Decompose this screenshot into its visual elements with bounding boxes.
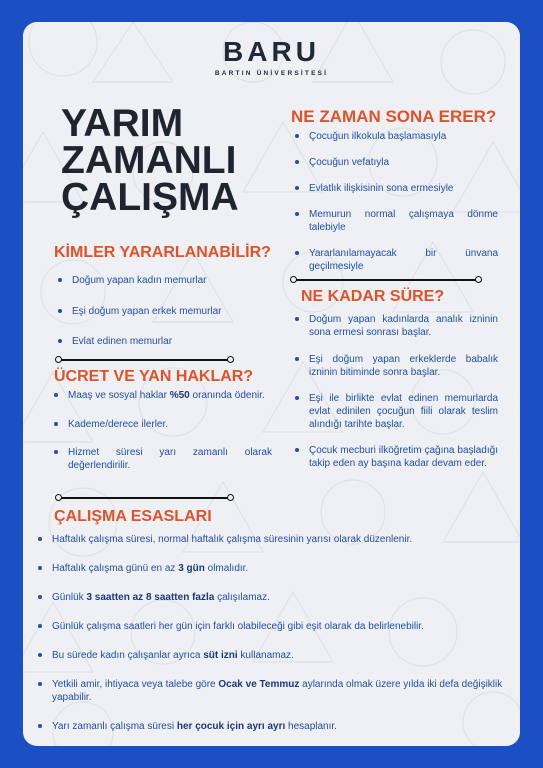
info-card	[23, 22, 520, 746]
list-item: Maaş ve sosyal haklar %50 oranında ödenir.	[52, 389, 272, 402]
logo-subtitle: BARTIN ÜNİVERSİTESİ	[214, 70, 329, 77]
list-item: Çocuk mecburi ilköğretim çağına başladığı takip eden ay başına kadar devam eder.	[293, 444, 498, 470]
section-title-ne-zaman: NE ZAMAN SONA ERER?	[291, 107, 497, 126]
list-item: Çocuğun vefatıyla	[293, 156, 498, 169]
page-title	[61, 102, 239, 219]
section-title-esaslar: ÇALIŞMA ESASLARI	[54, 508, 212, 525]
list-item: Eşi ile birlikte evlat edinen memurlarda evlat edinilen çocuğun fiili olarak teslim alındığı tarihte başlar.	[293, 392, 498, 431]
university-logo	[23, 38, 520, 77]
section-title-ucret: ÜCRET VE YAN HAKLAR?	[54, 368, 254, 385]
list-kimler	[56, 274, 256, 348]
list-item: Haftalık çalışma günü en az 3 gün olmalıdır.	[36, 562, 506, 575]
title-line-1: YARIM	[61, 102, 184, 145]
divider	[294, 279, 478, 281]
list-ne-zaman	[293, 130, 498, 273]
logo-wordmark: BARU	[223, 36, 320, 67]
list-item: Eşi doğum yapan erkeklerde babalık izninin bitiminde sonra başlar.	[293, 353, 498, 379]
list-item: Yetkili amir, ihtiyaca veya talebe göre Ocak ve Temmuz aylarında olmak üzere yılda iki defa değişiklik yapabilir.	[36, 678, 506, 704]
title-line-2: ZAMANLI	[61, 139, 237, 182]
list-item: Memurun normal çalışmaya dönme talebiyle	[293, 208, 498, 234]
list-item: Eşi doğum yapan erkek memurlar	[56, 305, 256, 318]
list-item: Haftalık çalışma süresi, normal haftalık çalışma süresinin yarısı olarak düzenlenir.	[36, 533, 506, 546]
list-item: Çocuğun ilkokula başlamasıyla	[293, 130, 498, 143]
list-ucret	[52, 389, 272, 472]
title-line-3: ÇALIŞMA	[61, 176, 239, 219]
section-title-ne-kadar: NE KADAR SÜRE?	[301, 288, 445, 305]
list-item: Kademe/derece ilerler.	[52, 418, 272, 431]
list-item: Yararlanılamayacak bir ünvana geçilmesiyle	[293, 247, 498, 273]
list-item: Günlük çalışma saatleri her gün için farklı olabileceği gibi eşit olarak da belirlenebilir.	[36, 620, 506, 633]
list-ne-kadar	[293, 313, 498, 470]
list-item: Doğum yapan kadınlarda analık izninin sona ermesi sonrası başlar.	[293, 313, 498, 339]
list-item: Evlatlık ilişkisinin sona ermesiyle	[293, 182, 498, 195]
section-title-kimler: KİMLER YARARLANABİLİR?	[54, 244, 271, 261]
list-item: Günlük 3 saatten az 8 saatten fazla çalışılamaz.	[36, 591, 506, 604]
list-item: Yarı zamanlı çalışma süresi her çocuk için ayrı ayrı hesaplanır.	[36, 720, 506, 733]
divider	[59, 359, 230, 361]
divider	[59, 497, 230, 499]
list-item: Doğum yapan kadın memurlar	[56, 274, 256, 287]
list-esaslar	[36, 533, 506, 733]
list-item: Hizmet süresi yarı zamanlı olarak değerlendirilir.	[52, 446, 272, 472]
list-item: Evlat edinen memurlar	[56, 335, 256, 348]
list-item: Bu sürede kadın çalışanlar ayrıca süt izni kullanamaz.	[36, 649, 506, 662]
